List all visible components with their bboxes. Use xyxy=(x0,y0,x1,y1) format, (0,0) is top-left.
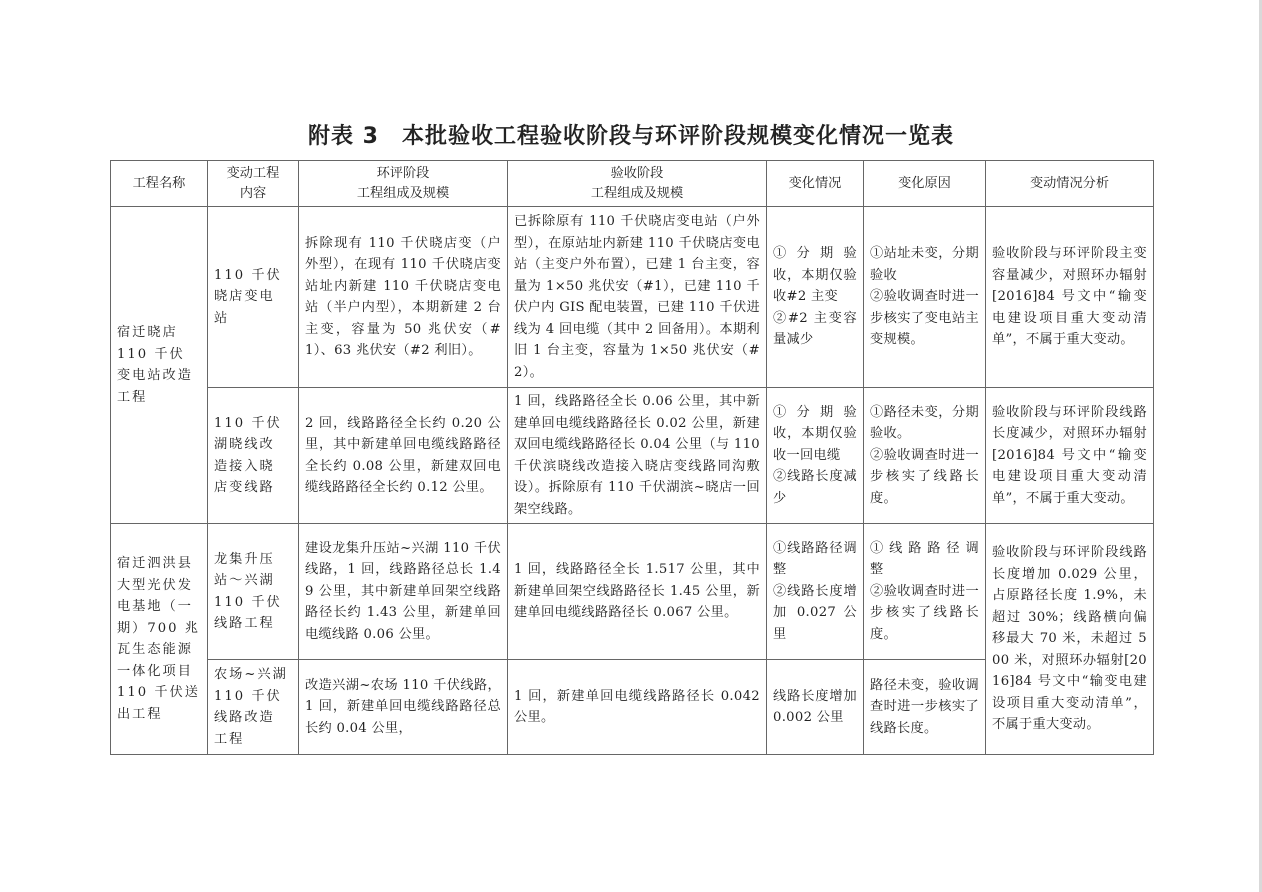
analysis-cell: 验收阶段与环评阶段主变容量减少，对照环办辐射[2016]84 号文中“输变电建设项目重大变动清单”，不属于重大变动。 xyxy=(986,207,1154,388)
table-row xyxy=(111,388,1154,524)
comparison-table xyxy=(110,160,1154,755)
eia-cell: 改造兴湖~农场 110 千伏线路，1 回，新建单回电缆线路路径总长约 0.04 公里， xyxy=(299,660,508,755)
eia-cell: 拆除现有 110 千伏晓店变（户外型），在现有 110 千伏晓店变站址内新建 110 千伏晓店变电站（半户内型），本期新建 2 台主变，容量为 50 兆伏安（#1）、63 兆伏安（#2 利旧）。 xyxy=(299,207,508,388)
project-name-cell: 宿迁泗洪县 大型光伏发 电基地（一 期）700 兆 瓦生态能源 一体化项目 110 千伏送 出工程 xyxy=(111,524,208,755)
acceptance-cell: 1 回，新建单回电缆线路路径长 0.042 公里。 xyxy=(508,660,767,755)
header-eia-stage: 环评阶段 工程组成及规模 xyxy=(299,161,508,207)
header-change-reason: 变化原因 xyxy=(864,161,986,207)
change-cell: 线路长度增加 0.002 公里 xyxy=(767,660,864,755)
acceptance-cell: 1 回，线路路径全长 0.06 公里，其中新建单回电缆线路路径长 0.02 公里，新建双回电缆线路路径长 0.04 公里（与 110 千伏滨晓线改造接入晓店变线路同沟敷设）。拆除原有 110 千伏湖滨~晓店一回架空线路。 xyxy=(508,388,767,524)
header-acceptance-stage: 验收阶段 工程组成及规模 xyxy=(508,161,767,207)
header-change-analysis: 变动情况分析 xyxy=(986,161,1154,207)
acceptance-cell: 1 回，线路路径全长 1.517 公里，其中新建单回架空线路路径长 1.45 公里，新建单回电缆线路路径长 0.067 公里。 xyxy=(508,524,767,660)
change-cell: ① 分 期 验 收，本期仅验收#2 主变 ②#2 主变容量减少 xyxy=(767,207,864,388)
change-cell: ① 分 期 验 收，本期仅验收一回电缆 ②线路长度减少 xyxy=(767,388,864,524)
change-content-cell: 110 千伏 晓店变电 站 xyxy=(208,207,299,388)
change-content-cell: 龙集升压 站～兴湖 110 千伏 线路工程 xyxy=(208,524,299,660)
reason-cell: ①路径未变，分期验收。 ②验收调查时进一步核实了线路长度。 xyxy=(864,388,986,524)
reason-cell: ①站址未变，分期验收 ②验收调查时进一步核实了变电站主变规模。 xyxy=(864,207,986,388)
change-content-cell: 农场~兴湖 110 千伏 线路改造 工程 xyxy=(208,660,299,755)
project-name-cell: 宿迁晓店 110 千伏 变电站改造 工程 xyxy=(111,207,208,524)
eia-cell: 建设龙集升压站~兴湖 110 千伏线路，1 回，线路路径总长 1.49 公里，其中新建单回架空线路路径长约 1.43 公里，新建单回电缆线路 0.06 公里。 xyxy=(299,524,508,660)
acceptance-cell: 已拆除原有 110 千伏晓店变电站（户外型），在原站址内新建 110 千伏晓店变电站（主变户外布置），已建 1 台主变，容量为 1×50 兆伏安（#1），已建 110 千伏户内 GIS 配电装置，已建 110 千伏进线为 4 回电缆（其中 2 回备用）。本期利旧 1 台主变，容量为 1×50 兆伏安（#2）。 xyxy=(508,207,767,388)
change-content-cell: 110 千伏 湖晓线改 造接入晓 店变线路 xyxy=(208,388,299,524)
page-title: 附表 3 本批验收工程验收阶段与环评阶段规模变化情况一览表 xyxy=(308,124,954,149)
analysis-cell: 验收阶段与环评阶段线路长度减少，对照环办辐射[2016]84 号文中“输变电建设项目重大变动清单”，不属于重大变动。 xyxy=(986,388,1154,524)
table-row xyxy=(111,207,1154,388)
eia-cell: 2 回，线路路径全长约 0.20 公里，其中新建单回电缆线路路径全长约 0.08 公里，新建双回电缆线路路径全长约 0.12 公里。 xyxy=(299,388,508,524)
header-change-status: 变化情况 xyxy=(767,161,864,207)
table-row xyxy=(111,524,1154,660)
reason-cell: 路径未变，验收调查时进一步核实了线路长度。 xyxy=(864,660,986,755)
header-change-content: 变动工程 内容 xyxy=(208,161,299,207)
analysis-cell: 验收阶段与环评阶段线路长度增加 0.029 公里，占原路径长度 1.9%，未超过 30%；线路横向偏移最大 70 米，未超过 500 米，对照环办辐射[2016]84 号文中“输变电建设项目重大变动清单”，不属于重大变动。 xyxy=(986,524,1154,755)
header-row xyxy=(111,161,1154,207)
change-cell: ①线路路径调整 ②线路长度增加 0.027 公里 xyxy=(767,524,864,660)
header-project-name: 工程名称 xyxy=(111,161,208,207)
reason-cell: ① 线 路 路 径 调整 ②验收调查时进一步核实了线路长度。 xyxy=(864,524,986,660)
